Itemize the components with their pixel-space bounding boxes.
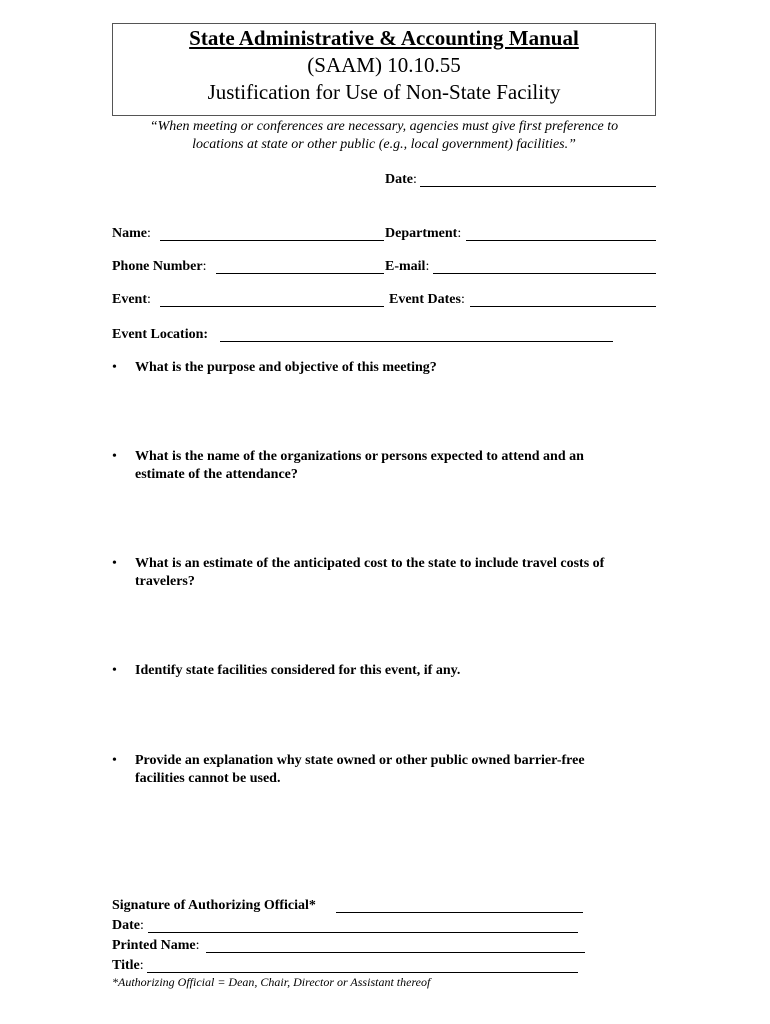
phone-label: Phone Number:	[112, 259, 207, 274]
quote-line-2: locations at state or other public (e.g., local government) facilities.”	[192, 137, 576, 152]
question-attendees: • What is the name of the organizations or persons expected to attend and an estimate of the attendance?	[112, 449, 584, 482]
question-purpose: • What is the purpose and objective of this meeting?	[112, 360, 437, 375]
quote-line-1: “When meeting or conferences are necessary, agencies must give first preference to	[149, 119, 619, 134]
bullet-icon: •	[112, 753, 117, 768]
title-label: Title:	[112, 958, 144, 973]
printed-name-field[interactable]	[206, 952, 585, 953]
sign-date-label: Date:	[112, 918, 144, 933]
date-label: Date:	[385, 172, 417, 187]
bullet-icon: •	[112, 663, 117, 678]
event-dates-field[interactable]	[470, 306, 656, 307]
event-label: Event:	[112, 292, 151, 307]
form-title: Justification for Use of Non-State Facility	[207, 80, 561, 104]
bullet-icon: •	[112, 360, 117, 375]
name-label: Name:	[112, 226, 151, 241]
email-label: E-mail:	[385, 259, 430, 274]
printed-name-label: Printed Name:	[112, 938, 200, 953]
question-cost: • What is an estimate of the anticipated cost to the state to include travel costs of travelers?	[112, 556, 605, 589]
footnote: *Authorizing Official = Dean, Chair, Director or Assistant thereof	[112, 975, 431, 989]
phone-field[interactable]	[216, 273, 384, 274]
question-explanation: • Provide an explanation why state owned or other public owned barrier-free facilities cannot be used.	[112, 753, 585, 786]
sign-date-field[interactable]	[148, 932, 578, 933]
name-field[interactable]	[160, 240, 384, 241]
manual-title: State Administrative & Accounting Manual	[189, 26, 579, 50]
email-field[interactable]	[433, 273, 656, 274]
bullet-icon: •	[112, 449, 117, 464]
policy-quote	[112, 118, 656, 154]
date-field[interactable]	[420, 186, 656, 187]
question-facilities: • Identify state facilities considered for this event, if any.	[112, 663, 461, 678]
signature-field[interactable]	[336, 912, 583, 913]
event-location-label: Event Location:	[112, 327, 209, 342]
event-field[interactable]	[160, 306, 384, 307]
department-label: Department:	[385, 226, 462, 241]
manual-section: (SAAM) 10.10.55	[307, 53, 461, 77]
department-field[interactable]	[466, 240, 656, 241]
title-field[interactable]	[147, 972, 578, 973]
bullet-icon: •	[112, 556, 117, 571]
signature-label: Signature of Authorizing Official*	[112, 898, 316, 913]
event-dates-label: Event Dates:	[389, 292, 465, 307]
event-location-field[interactable]	[220, 341, 613, 342]
